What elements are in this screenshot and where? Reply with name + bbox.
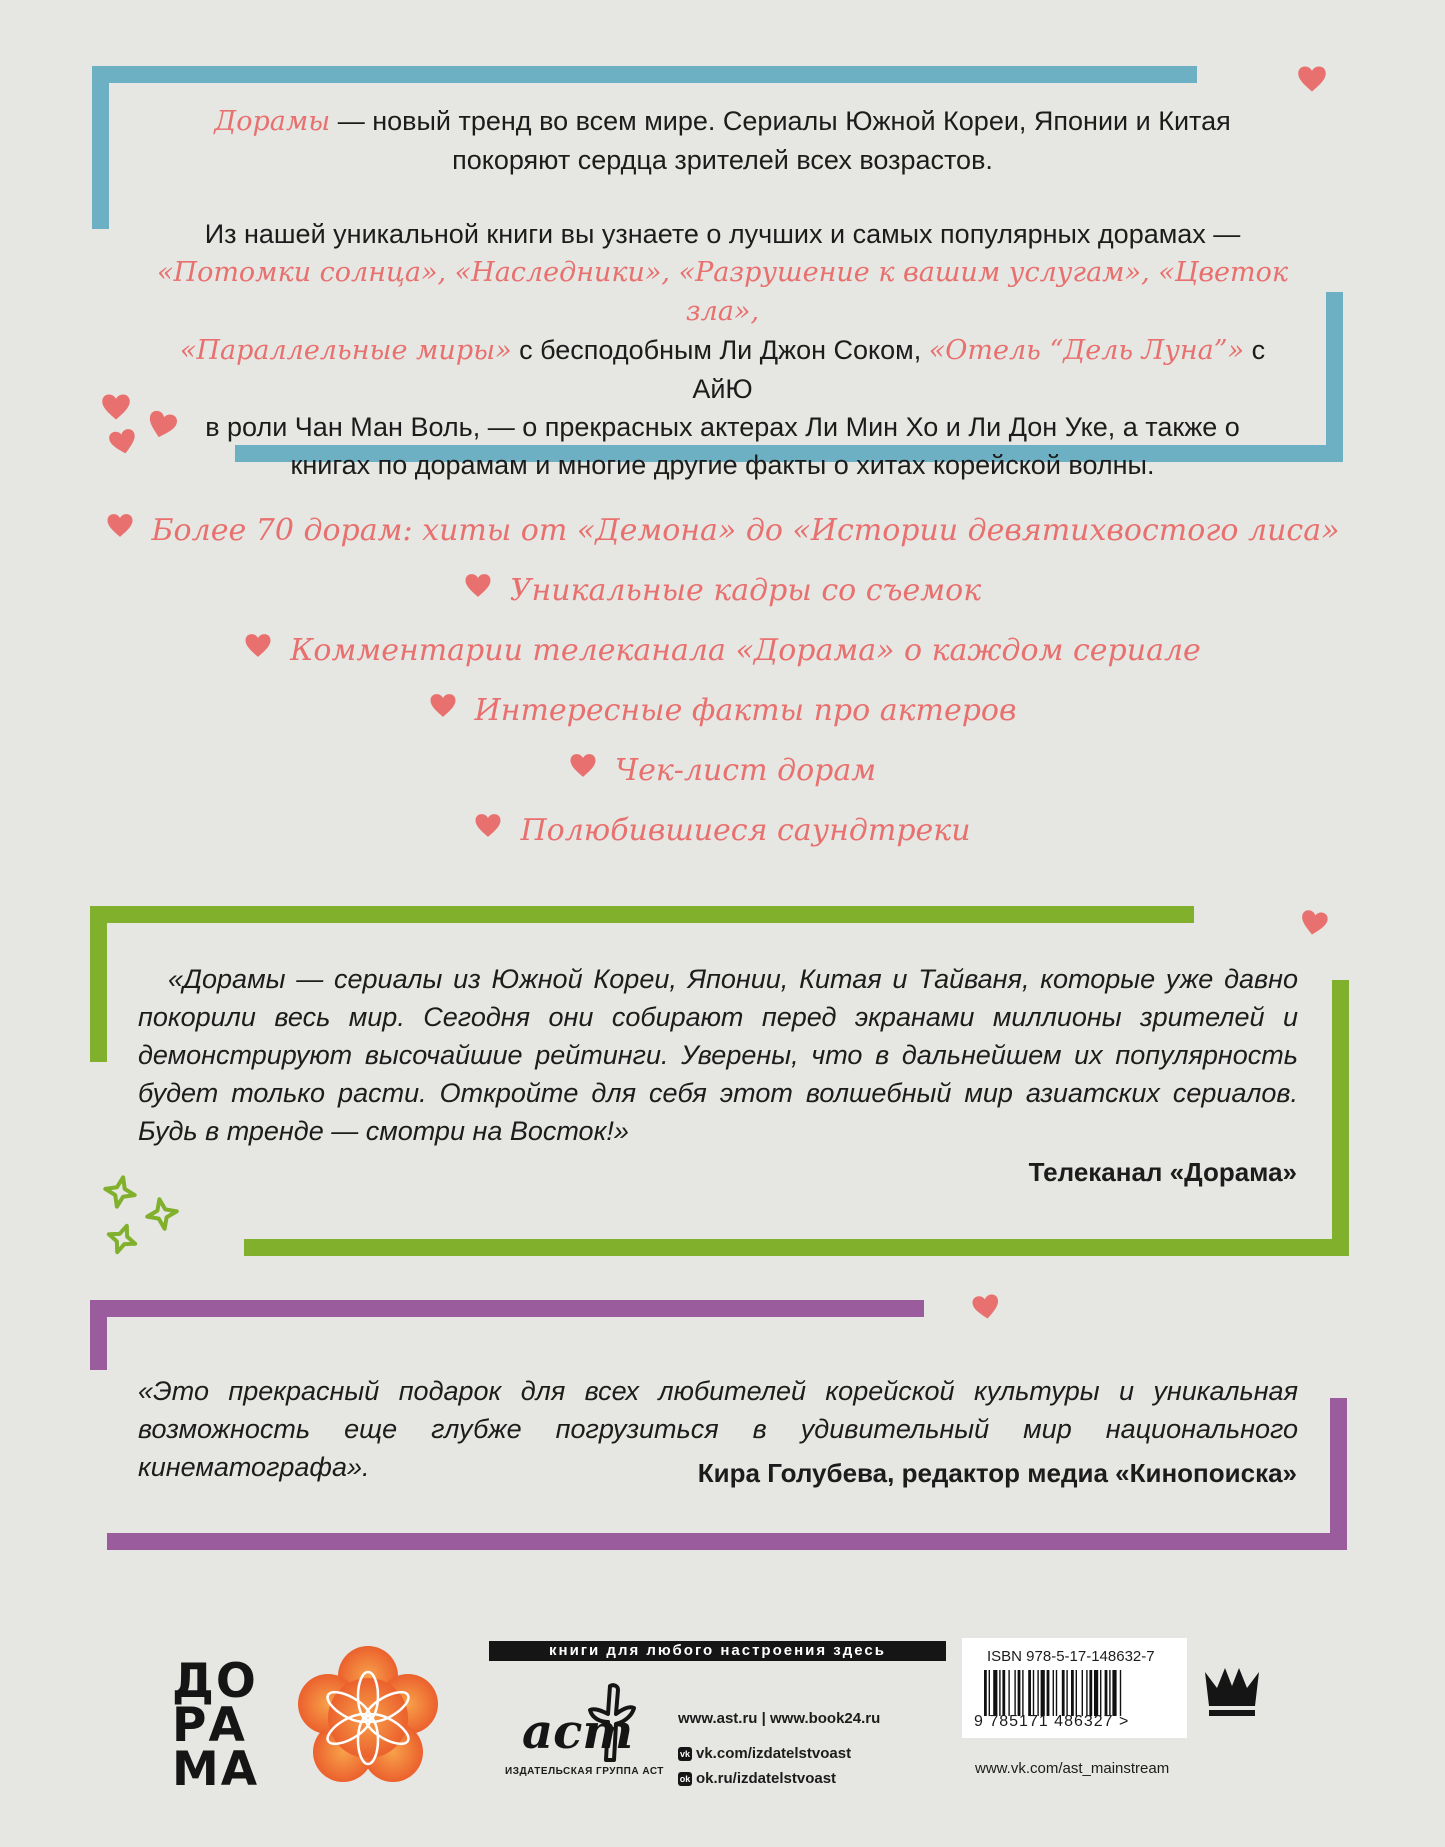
heart-bullet-icon	[244, 623, 272, 675]
heart-bullet-icon	[429, 683, 457, 735]
ast-publisher-label: ИЗДАТЕЛЬСКАЯ ГРУППА АСТ	[505, 1766, 664, 1777]
feature-item: Комментарии телеканала «Дорама» о каждом сериале	[0, 625, 1445, 685]
dorama-logo: ДО РА МА	[172, 1654, 260, 1797]
drama-title: «Наследники»	[454, 257, 662, 288]
ast-logo: аст	[520, 1682, 640, 1762]
drama-title: «Параллельные миры»	[179, 335, 512, 366]
heart-bullet-icon	[569, 743, 597, 795]
crown-logo-icon	[1203, 1666, 1261, 1723]
drama-title: «Цветок зла»	[685, 257, 1288, 327]
feature-item: Более 70 дорам: хиты от «Демона» до «Истории девятихвостого лиса»	[0, 505, 1445, 565]
flower-logo-icon	[296, 1646, 440, 1795]
drama-title: «Потомки солнца»	[157, 257, 438, 288]
vk-mainstream-link[interactable]: www.vk.com/ast_mainstream	[975, 1760, 1170, 1777]
frame-purple-top	[90, 1300, 924, 1317]
ok-link[interactable]: ok ok.ru/izdatelstvoast	[679, 1770, 837, 1787]
drama-title: «Разрушение к вашим услугам»	[678, 257, 1142, 288]
frame-green-top	[90, 906, 1194, 923]
ok-icon: ok	[679, 1774, 691, 1785]
heart-icon	[1298, 908, 1330, 938]
barcode-number: 9 785171 486327 >	[974, 1713, 1130, 1730]
heart-icon	[1297, 65, 1327, 93]
frame-green-left	[90, 906, 107, 1062]
isbn-label: ISBN 978-5-17-148632-7	[987, 1648, 1155, 1665]
feature-item: Интересные факты про актеров	[0, 685, 1445, 745]
heart-icon	[970, 1292, 1001, 1322]
quote-kinopoisk: «Это прекрасный подарок для всех любителей корейской культуры и уникальная возможность еще глубже погрузиться в удивительный мир национального кинематографа».	[138, 1376, 1298, 1482]
sites-link[interactable]: www.ast.ru | www.book24.ru	[678, 1710, 881, 1727]
quote-dorama-channel: «Дорамы — сериалы из Южной Кореи, Японии, Китая и Тайваня, которые уже давно покорили весь мир. Сегодня они собирают перед экранами миллионы зрителей и демонстрируют высочайшие рейтинги. Уверены, что в дальнейшем их популярность будет только расти. Откройте для себя этот волшебный мир азиатских сериалов. Будь в тренде — смотри на Восток!»	[138, 964, 1298, 1146]
barcode-graphic	[984, 1670, 1174, 1716]
quote-author: Телеканал «Дорама»	[1028, 1157, 1297, 1187]
isbn-barcode	[962, 1638, 1187, 1738]
feature-item: Чек-лист дорам	[0, 745, 1445, 805]
heart-bullet-icon	[464, 563, 492, 615]
heart-icon	[107, 426, 140, 457]
publisher-links	[678, 1706, 880, 1791]
vk-link[interactable]: vk vk.com/izdatelstvoast	[679, 1745, 852, 1762]
tagline-banner: книги для любого настроения здесь	[489, 1641, 946, 1661]
heart-icon	[101, 393, 131, 421]
frame-blue-right	[1326, 292, 1343, 462]
frame-purple-right	[1330, 1398, 1347, 1550]
frame-blue-top	[92, 66, 1197, 83]
heart-bullet-icon	[474, 803, 502, 855]
feature-item: Полюбившиеся саундтреки	[0, 805, 1445, 865]
frame-green-bottom	[244, 1239, 1349, 1256]
quote-author: Кира Голубева, редактор медиа «Кинопоиска»	[697, 1458, 1297, 1488]
intro-lead-word: Дорамы	[214, 106, 331, 137]
vk-icon: vk	[679, 1749, 690, 1760]
frame-blue-left	[92, 66, 109, 229]
intro-text: Дорамы — новый тренд во всем мире. Сериалы Южной Кореи, Японии и Китая покоряют сердца зрителей всех возрастов. Из нашей уникальной книги вы узнаете о лучших и самых популярных дорамах — «Потомки солнца», «Наследники», «Разрушение к вашим услугам», «Цветок зла», «Параллельные миры» с бесподобным Ли Джон Соком, «Отель “Дель Луна”» с АйЮ в роли Чан Ман Воль, — о прекрасных актерах Ли Мин Хо и Ли Дон Уке, а также о книгах по дорамам и многие другие факты о хитах корейской волны.	[157, 106, 1288, 480]
heart-bullet-icon	[106, 503, 134, 555]
feature-item: Уникальные кадры со съемок	[0, 565, 1445, 625]
frame-green-right	[1332, 980, 1349, 1256]
feature-list	[0, 505, 1445, 865]
drama-title: «Отель “Дель Луна”»	[928, 335, 1245, 366]
frame-purple-bottom	[107, 1533, 1347, 1550]
frame-purple-left	[90, 1300, 107, 1370]
sparkles-icon	[102, 1173, 184, 1262]
